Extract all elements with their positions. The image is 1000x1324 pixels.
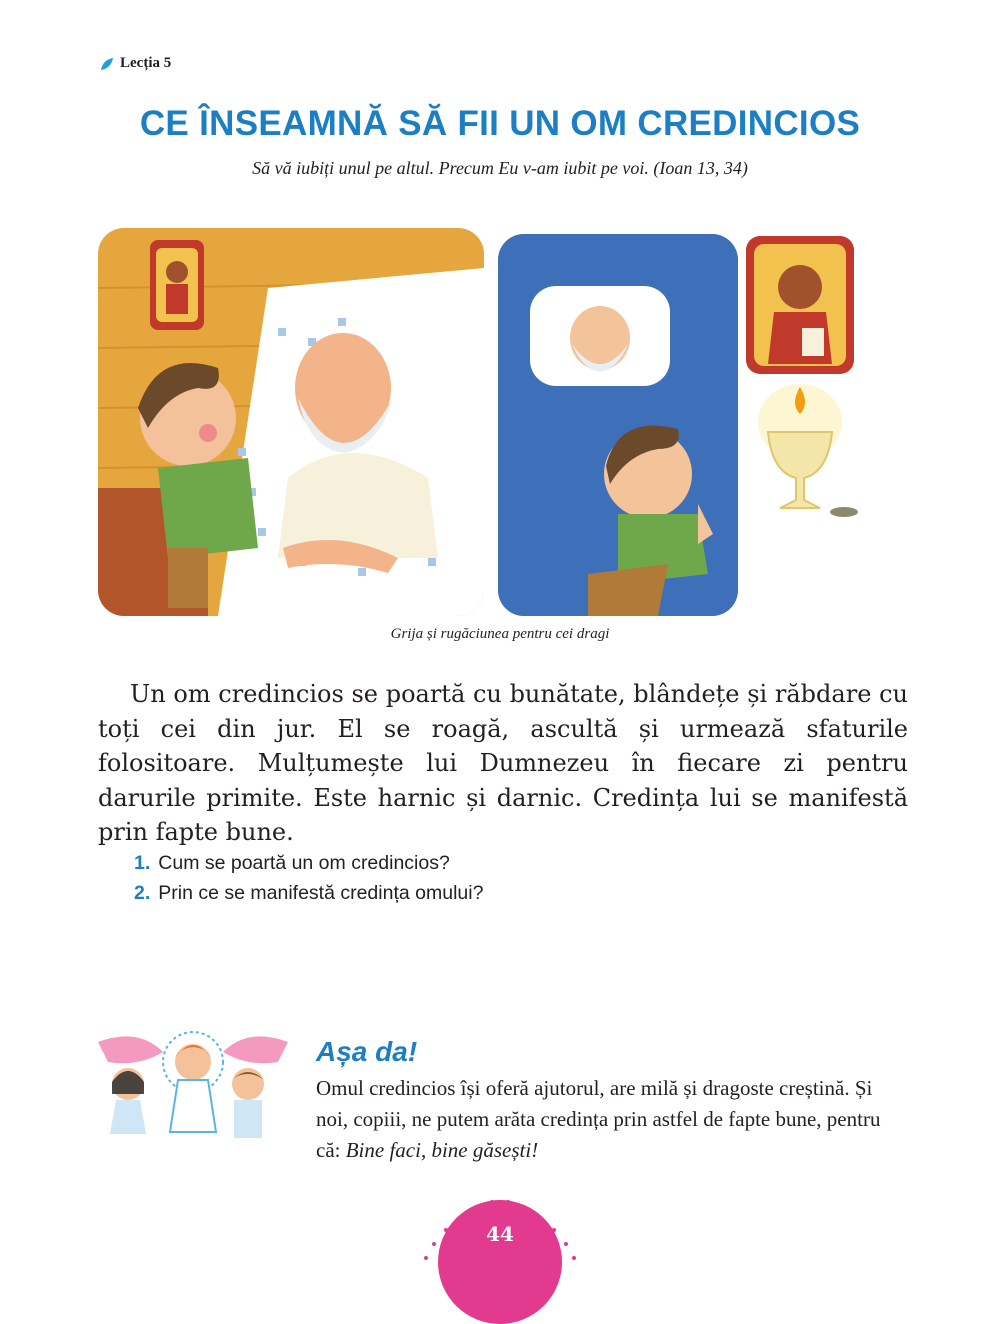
lesson-label-text: Lecția 5 [120, 55, 172, 71]
page-number: 44 [486, 1222, 514, 1246]
illustration-praying [498, 234, 738, 616]
page-title: CE ÎNSEAMNĂ SĂ FII UN OM CREDINCIOS [139, 104, 861, 143]
illustration-caption: Grija și rugăciunea pentru cei dragi [390, 626, 610, 642]
body-paragraph [98, 677, 908, 850]
question-text: Prin ce se manifestă credința omului? [158, 882, 484, 904]
question-item [134, 878, 483, 908]
body-paragraph-text: Un om credincios se poartă cu bunătate, blândețe și răbdare cu toți cei din jur. El se roagă, ascultă și urmează sfaturile folositoare. Mulțumește lui Dumnezeu în fiecare zi pentru darurile primite. Este harnic și darnic. Credința lui se manifestă prin fapte bune. [98, 680, 908, 846]
questions-list [134, 848, 483, 908]
question-number: 1. [134, 852, 151, 874]
asa-da-body: Omul credincios își oferă ajutorul, are milă și dragoste creștină. Și noi, copiii, ne putem arăta credința prin astfel de fapte bune, pentru că: [316, 1076, 881, 1162]
question-item [134, 848, 483, 878]
icon-and-candle-illustration [740, 232, 860, 532]
children-angels-illustration [88, 1022, 298, 1156]
question-number: 2. [134, 882, 151, 904]
bible-verse: Să vă iubiți unul pe altul. Precum Eu v-am iubit pe voi. (Ioan 13, 34) [252, 158, 748, 178]
illustration-caring [98, 228, 484, 616]
asa-da-proverb: Bine faci, bine găsești! [345, 1138, 539, 1162]
question-text: Cum se poartă un om credincios? [158, 852, 450, 874]
leaf-icon [100, 57, 114, 71]
page-number-badge [438, 1200, 562, 1324]
lesson-label [100, 55, 171, 72]
asa-da-text [316, 1073, 906, 1166]
asa-da-heading: Așa da! [316, 1036, 418, 1067]
